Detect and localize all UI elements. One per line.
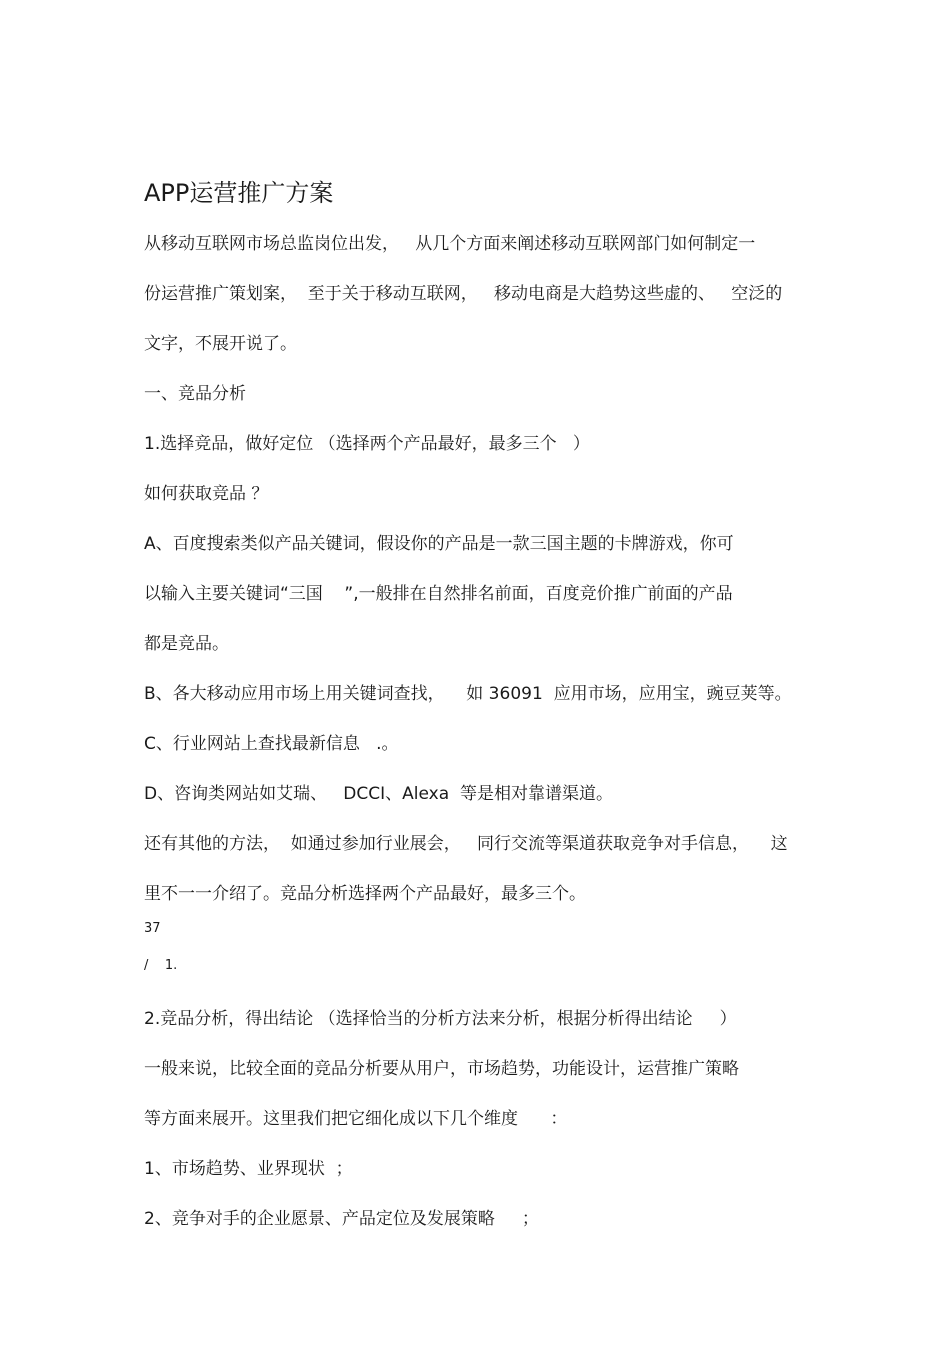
paragraph-line: 里不一一介绍了。竞品分析选择两个产品最好，最多三个。	[144, 884, 586, 904]
section-heading: 一、竞品分析	[144, 384, 246, 404]
paragraph-line: 以输入主要关键词“三国 ”,一般排在自然排名前面，百度竞价推广前面的产品	[144, 584, 733, 604]
subsection-heading: 1.选择竞品，做好定位 （选择两个产品最好，最多三个 ）	[144, 434, 590, 454]
paragraph-line: A、百度搜索类似产品关键词，假设你的产品是一款三国主题的卡牌游戏，你可	[144, 534, 734, 554]
list-item: 1、市场趋势、业界现状 ；	[144, 1159, 353, 1179]
paragraph-line: 文字，不展开说了。	[144, 334, 297, 354]
paragraph-line: 都是竞品。	[144, 634, 229, 654]
paragraph-line: B、各大移动应用市场上用关键词查找， 如 36091 应用市场，应用宝，豌豆荚等。	[144, 684, 792, 704]
list-item: 2、竞争对手的企业愿景、产品定位及发展策略 ；	[144, 1209, 539, 1229]
paragraph-line: 还有其他的方法， 如通过参加行业展会， 同行交流等渠道获取竞争对手信息， 这	[144, 834, 788, 854]
page-number: 37	[144, 921, 161, 936]
document-title: APP运营推广方案	[144, 179, 334, 207]
paragraph-line: 如何获取竞品 ？	[144, 484, 269, 504]
paragraph-line: 从移动互联网市场总监岗位出发， 从几个方面来阐述移动互联网部门如何制定一	[144, 234, 756, 254]
paragraph-line: C、行业网站上查找最新信息 .。	[144, 734, 399, 754]
page-marker: / 1.	[144, 958, 178, 973]
subsection-heading: 2.竞品分析，得出结论 （选择恰当的分析方法来分析，根据分析得出结论 ）	[144, 1009, 737, 1029]
paragraph-line: 等方面来展开。这里我们把它细化成以下几个维度 ：	[144, 1109, 568, 1129]
paragraph-line: 份运营推广策划案， 至于关于移动互联网， 移动电商是大趋势这些虚的、 空泛的	[144, 284, 783, 304]
paragraph-line: D、咨询类网站如艾瑞、 DCCI、Alexa 等是相对靠谱渠道。	[144, 784, 613, 804]
paragraph-line: 一般来说，比较全面的竞品分析要从用户，市场趋势，功能设计，运营推广策略	[144, 1059, 739, 1079]
